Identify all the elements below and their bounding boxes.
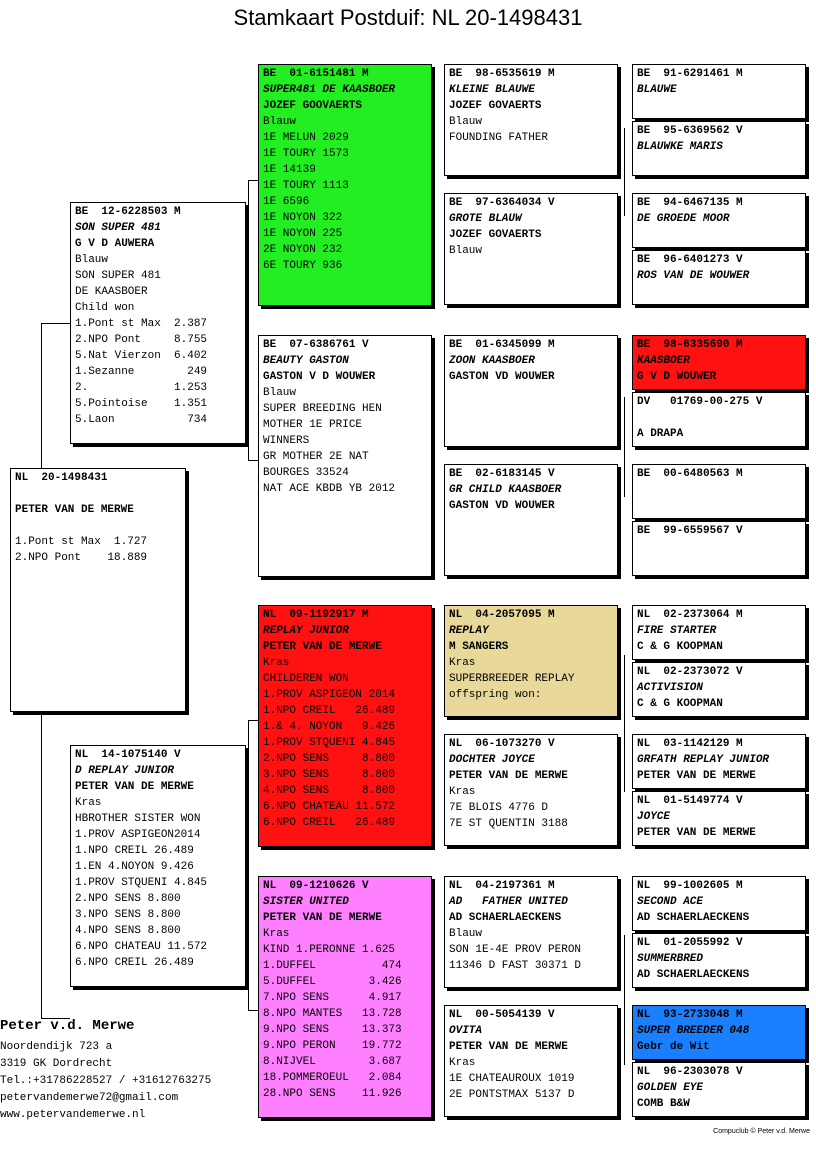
- breeder: GASTON VD WOUWER: [449, 500, 555, 512]
- info-line: 1.PROV ASPIGEON 2014: [263, 689, 396, 701]
- info-line: 2.NPO SENS 8.800: [263, 753, 396, 765]
- info-line: 1.NPO CREIL 26.489: [75, 845, 194, 857]
- ring-number: BE 98-6335690 M: [637, 339, 743, 351]
- info-line: 2.NPO SENS 8.800: [75, 893, 181, 905]
- owner-contact: [0, 1018, 211, 1124]
- ring-number: NL 99-1002605 M: [637, 880, 743, 892]
- pedigree-box-sss: [444, 64, 618, 176]
- breeder: AD SCHAERLAECKENS: [637, 912, 750, 924]
- page-title: Stamkaart Postduif: NL 20-1498431: [233, 5, 583, 30]
- address-line-2: 3319 GK Dordrecht: [0, 1058, 113, 1070]
- breeder: Gebr de Wit: [637, 1041, 710, 1053]
- connector-line: [624, 128, 625, 216]
- breeder: PETER VAN DE MERWE: [263, 641, 382, 653]
- ring-number: BE 95-6369562 V: [637, 125, 743, 137]
- pedigree-box-dsd: [444, 734, 618, 846]
- pigeon-name: SUPER481 DE KAASBOER: [263, 84, 396, 96]
- breeder: AD SCHAERLAECKENS: [449, 912, 562, 924]
- pedigree-box-g4-9: [632, 605, 806, 660]
- ring-number: NL 20-1498431: [15, 472, 108, 484]
- phone: Tel.:+31786228527 / +31612763275: [0, 1075, 212, 1087]
- info-line: 11346 D FAST 30371 D: [449, 960, 582, 972]
- pigeon-name: SUPER BREEDER 048: [637, 1025, 750, 1037]
- color: Blauw: [449, 928, 483, 940]
- pigeon-name: GRFATH REPLAY JUNIOR: [637, 754, 770, 766]
- breeder: C & G KOOPMAN: [637, 641, 723, 653]
- blank-line: [15, 518, 181, 534]
- pigeon-name: KLEINE BLAUWE: [449, 84, 535, 96]
- breeder: PETER VAN DE MERWE: [263, 912, 382, 924]
- info-line: 7E ST QUENTIN 3188: [449, 818, 568, 830]
- info-line: BOURGES 33524: [263, 467, 349, 479]
- pigeon-name: SISTER UNITED: [263, 896, 349, 908]
- pigeon-name: BEAUTY GASTON: [263, 355, 349, 367]
- pigeon-name: BLAUWKE MARIS: [637, 141, 723, 153]
- pigeon-name: AD FATHER UNITED: [449, 896, 568, 908]
- color: Blauw: [449, 116, 483, 128]
- info-line: DE KAASBOER: [75, 286, 148, 298]
- ring-number: BE 94-6467135 M: [637, 197, 743, 209]
- info-line: 1E TOURY 1573: [263, 148, 349, 160]
- pigeon-name: REPLAY JUNIOR: [263, 625, 349, 637]
- ring-number: NL 96-2303078 V: [637, 1066, 743, 1078]
- info-line: offspring won:: [449, 689, 542, 701]
- color: Blauw: [75, 254, 109, 266]
- ring-number: NL 14-1075140 V: [75, 749, 181, 761]
- info-line: 9.NPO PERON 19.772: [263, 1040, 402, 1052]
- ring-number: NL 04-2197361 M: [449, 880, 555, 892]
- pigeon-name: KAASBOER: [637, 355, 690, 367]
- pigeon-name: ZOON KAASBOER: [449, 355, 535, 367]
- pedigree-box-sire-dam: [258, 335, 432, 577]
- breeder: PETER VAN DE MERWE: [449, 1041, 568, 1053]
- result-line: 2.NPO Pont 18.889: [15, 552, 148, 564]
- info-line: 6E TOURY 936: [263, 260, 343, 272]
- pedigree-box-g4-15: [632, 1005, 806, 1060]
- connector-line: [248, 720, 258, 721]
- connector-line: [248, 1010, 258, 1011]
- pigeon-name: BLAUWE: [637, 84, 677, 96]
- pigeon-name: DOCHTER JOYCE: [449, 754, 535, 766]
- ring-number: DV 01769-00-275 V: [637, 396, 763, 408]
- color: Kras: [449, 1057, 476, 1069]
- breeder: PETER VAN DE MERWE: [637, 827, 756, 839]
- ring-number: NL 01-5149774 V: [637, 795, 743, 807]
- info-line: 1E MELUN 2029: [263, 132, 349, 144]
- ring-number: BE 01-6151481 M: [263, 68, 369, 80]
- connector-line: [248, 720, 249, 1010]
- info-line: 1.Sezanne 249: [75, 366, 208, 378]
- connector-line: [624, 397, 625, 497]
- ring-number: NL 01-2055992 V: [637, 937, 743, 949]
- info-line: KIND 1.PERONNE 1.625: [263, 944, 396, 956]
- pedigree-box-sire: [70, 202, 246, 444]
- connector-line: [624, 655, 625, 792]
- pedigree-box-g4-12: [632, 791, 806, 846]
- info-line: 1E NOYON 322: [263, 212, 343, 224]
- pedigree-box-g4-14: [632, 933, 806, 988]
- info-line: 1.EN 4.NOYON 9.426: [75, 861, 194, 873]
- address-line-1: Noordendijk 723 a: [0, 1041, 113, 1053]
- pedigree-box-sds: [444, 335, 618, 447]
- info-line: 9.NPO SENS 13.373: [263, 1024, 402, 1036]
- info-line: 28.NPO SENS 11.926: [263, 1088, 402, 1100]
- info-line: 5.Pointoise 1.351: [75, 398, 208, 410]
- info-line: 2E NOYON 232: [263, 244, 343, 256]
- info-line: 1E CHATEAUROUX 1019: [449, 1073, 575, 1085]
- info-line: 2.NPO Pont 8.755: [75, 334, 208, 346]
- pigeon-name: ACTIVISION: [637, 682, 704, 694]
- pedigree-box-dam: [70, 745, 246, 987]
- email[interactable]: petervandemerwe72@gmail.com: [0, 1092, 179, 1104]
- info-line: MOTHER 1E PRICE: [263, 419, 363, 431]
- pedigree-box-g4-10: [632, 662, 806, 717]
- info-line: 5.Laon 734: [75, 414, 208, 426]
- ring-number: NL 09-1192917 M: [263, 609, 369, 621]
- info-line: 8.NPO MANTES 13.728: [263, 1008, 402, 1020]
- breeder: PETER VAN DE MERWE: [449, 770, 568, 782]
- pedigree-box-g4-5: [632, 335, 806, 390]
- pigeon-name: ROS VAN DE WOUWER: [637, 270, 750, 282]
- pedigree-box-g4-16: [632, 1062, 806, 1117]
- breeder: A DRAPA: [637, 428, 684, 440]
- pedigree-box-dam-sire: [258, 605, 432, 847]
- pedigree-box-dss: [444, 605, 618, 717]
- color: Kras: [449, 657, 476, 669]
- info-line: 1E 6596: [263, 196, 310, 208]
- pedigree-box-sdd: [444, 464, 618, 576]
- info-line: 5.Nat Vierzon 6.402: [75, 350, 208, 362]
- info-line: SUPER BREEDING HEN: [263, 403, 382, 415]
- result-line: 1.Pont st Max 1.727: [15, 536, 148, 548]
- info-line: 5.DUFFEL 3.426: [263, 976, 402, 988]
- ring-number: BE 07-6386761 V: [263, 339, 369, 351]
- pedigree-box-ssd: [444, 193, 618, 305]
- ring-number: NL 09-1210626 V: [263, 880, 369, 892]
- info-line: 3.NPO SENS 8.800: [75, 909, 181, 921]
- color: Kras: [75, 797, 102, 809]
- ring-number: BE 91-6291461 M: [637, 68, 743, 80]
- pigeon-name: SUMMERBRED: [637, 953, 704, 965]
- ring-number: BE 96-6401273 V: [637, 254, 743, 266]
- ring-number: NL 04-2057095 M: [449, 609, 555, 621]
- pedigree-box-sire-sire: [258, 64, 432, 306]
- color: Blauw: [263, 116, 297, 128]
- info-line: 1E NOYON 225: [263, 228, 343, 240]
- breeder: JOZEF GOVAERTS: [449, 100, 542, 112]
- ring-number: BE 02-6183145 V: [449, 468, 555, 480]
- ring-number: BE 98-6535619 M: [449, 68, 555, 80]
- breeder: G V D WOUWER: [637, 371, 717, 383]
- breeder: GASTON V D WOUWER: [263, 371, 376, 383]
- breeder: JOZEF GOOVAERTS: [263, 100, 363, 112]
- info-line: 1.DUFFEL 474: [263, 960, 402, 972]
- info-line: WINNERS: [263, 435, 310, 447]
- info-line: SON SUPER 481: [75, 270, 161, 282]
- pedigree-box-g4-1: [632, 64, 806, 119]
- pedigree-box-g4-13: [632, 876, 806, 931]
- info-line: 1.PROV ASPIGEON2014: [75, 829, 201, 841]
- color: Kras: [263, 928, 290, 940]
- info-line: 4.NPO SENS 8.800: [263, 785, 396, 797]
- info-line: 6.NPO CHATEAU 11.572: [75, 941, 208, 953]
- pedigree-box-g4-4: [632, 250, 806, 305]
- pigeon-name: GROTE BLAUW: [449, 213, 522, 225]
- info-line: 7.NPO SENS 4.917: [263, 992, 402, 1004]
- breeder: JOZEF GOVAERTS: [449, 229, 542, 241]
- info-line: 2E PONTSTMAX 5137 D: [449, 1089, 575, 1101]
- credit-text: Compuclub © Peter v.d. Merwe: [713, 1128, 810, 1135]
- pedigree-box-ddd: [444, 1005, 618, 1117]
- pigeon-name: D REPLAY JUNIOR: [75, 765, 175, 777]
- pedigree-box-g4-7: [632, 464, 806, 519]
- connector-line: [41, 323, 42, 468]
- connector-line: [248, 180, 258, 181]
- breeder: G V D AUWERA: [75, 238, 155, 250]
- blank-line: [15, 486, 181, 502]
- connector-line: [41, 323, 70, 324]
- info-line: 1E TOURY 1113: [263, 180, 349, 192]
- breeder: M SANGERS: [449, 641, 509, 653]
- info-line: 6.NPO CHATEAU 11.572: [263, 801, 396, 813]
- info-line: CHILDEREN WON: [263, 673, 349, 685]
- info-line: 8.NIJVEL 3.687: [263, 1056, 402, 1068]
- pedigree-box-g4-6: [632, 392, 806, 447]
- blank-line: [637, 410, 801, 426]
- ring-number: BE 00-6480563 M: [637, 468, 743, 480]
- breeder: PETER VAN DE MERWE: [75, 781, 194, 793]
- color: Kras: [263, 657, 290, 669]
- ring-number: NL 02-2373064 M: [637, 609, 743, 621]
- info-line: 1E 14139: [263, 164, 316, 176]
- pigeon-name: SON SUPER 481: [75, 222, 161, 234]
- pedigree-box-dds: [444, 876, 618, 988]
- info-line: 1.NPO CREIL 26.489: [263, 705, 396, 717]
- breeder: COMB B&W: [637, 1098, 690, 1110]
- pedigree-box-g4-2: [632, 121, 806, 176]
- info-line: GR MOTHER 2E NAT: [263, 451, 369, 463]
- connector-line: [41, 712, 42, 1018]
- pedigree-box-subject: [10, 468, 186, 712]
- pedigree-box-g4-11: [632, 734, 806, 789]
- ring-number: NL 93-2733048 M: [637, 1009, 743, 1021]
- color: Blauw: [263, 387, 297, 399]
- connector-line: [248, 460, 258, 461]
- pigeon-name: REPLAY: [449, 625, 489, 637]
- info-line: 1.& 4. NOYON 9.426: [263, 721, 396, 733]
- ring-number: NL 03-1142129 M: [637, 738, 743, 750]
- info-line: SUPERBREEDER REPLAY: [449, 673, 575, 685]
- owner: PETER VAN DE MERWE: [15, 504, 134, 516]
- pigeon-name: DE GROEDE MOOR: [637, 213, 730, 225]
- ring-number: NL 06-1073270 V: [449, 738, 555, 750]
- ring-number: BE 97-6364034 V: [449, 197, 555, 209]
- pigeon-name: GR CHILD KAASBOER: [449, 484, 562, 496]
- breeder: AD SCHAERLAECKENS: [637, 969, 750, 981]
- pigeon-name: GOLDEN EYE: [637, 1082, 704, 1094]
- info-line: 4.NPO SENS 8.800: [75, 925, 181, 937]
- owner-name: Peter v.d. Merwe: [0, 1018, 135, 1034]
- pedigree-box-g4-8: [632, 521, 806, 576]
- breeder: GASTON VD WOUWER: [449, 371, 555, 383]
- color: Blauw: [449, 245, 483, 257]
- info-line: NAT ACE KBDB YB 2012: [263, 483, 396, 495]
- info-line: 18.POMMEROEUL 2.084: [263, 1072, 402, 1084]
- connector-line: [624, 935, 625, 1065]
- ring-number: NL 00-5054139 V: [449, 1009, 555, 1021]
- ring-number: NL 02-2373072 V: [637, 666, 743, 678]
- info-line: 1.PROV STQUENI 4.845: [75, 877, 208, 889]
- info-line: 3.NPO SENS 8.800: [263, 769, 396, 781]
- breeder: PETER VAN DE MERWE: [637, 770, 756, 782]
- info-line: Child won: [75, 302, 135, 314]
- connector-line: [248, 180, 249, 460]
- pedigree-box-dam-dam: [258, 876, 432, 1118]
- info-line: 7E BLOIS 4776 D: [449, 802, 549, 814]
- ring-number: BE 99-6559567 V: [637, 525, 743, 537]
- info-line: 6.NPO CREIL 26.489: [263, 817, 396, 829]
- website[interactable]: www.petervandemerwe.nl: [0, 1109, 146, 1121]
- pigeon-name: OVITA: [449, 1025, 483, 1037]
- pedigree-box-g4-3: [632, 193, 806, 248]
- info-line: 1.Pont st Max 2.387: [75, 318, 208, 330]
- pigeon-name: FIRE STARTER: [637, 625, 717, 637]
- info-line: 1.PROV STQUENI 4.845: [263, 737, 396, 749]
- info-line: SON 1E-4E PROV PERON: [449, 944, 582, 956]
- info-line: 6.NPO CREIL 26.489: [75, 957, 194, 969]
- ring-number: BE 12-6228503 M: [75, 206, 181, 218]
- ring-number: BE 01-6345099 M: [449, 339, 555, 351]
- pigeon-name: SECOND ACE: [637, 896, 704, 908]
- pigeon-name: JOYCE: [637, 811, 671, 823]
- info-line: 2. 1.253: [75, 382, 208, 394]
- breeder: C & G KOOPMAN: [637, 698, 723, 710]
- info-line: HBROTHER SISTER WON: [75, 813, 201, 825]
- info-line: FOUNDING FATHER: [449, 132, 549, 144]
- color: Kras: [449, 786, 476, 798]
